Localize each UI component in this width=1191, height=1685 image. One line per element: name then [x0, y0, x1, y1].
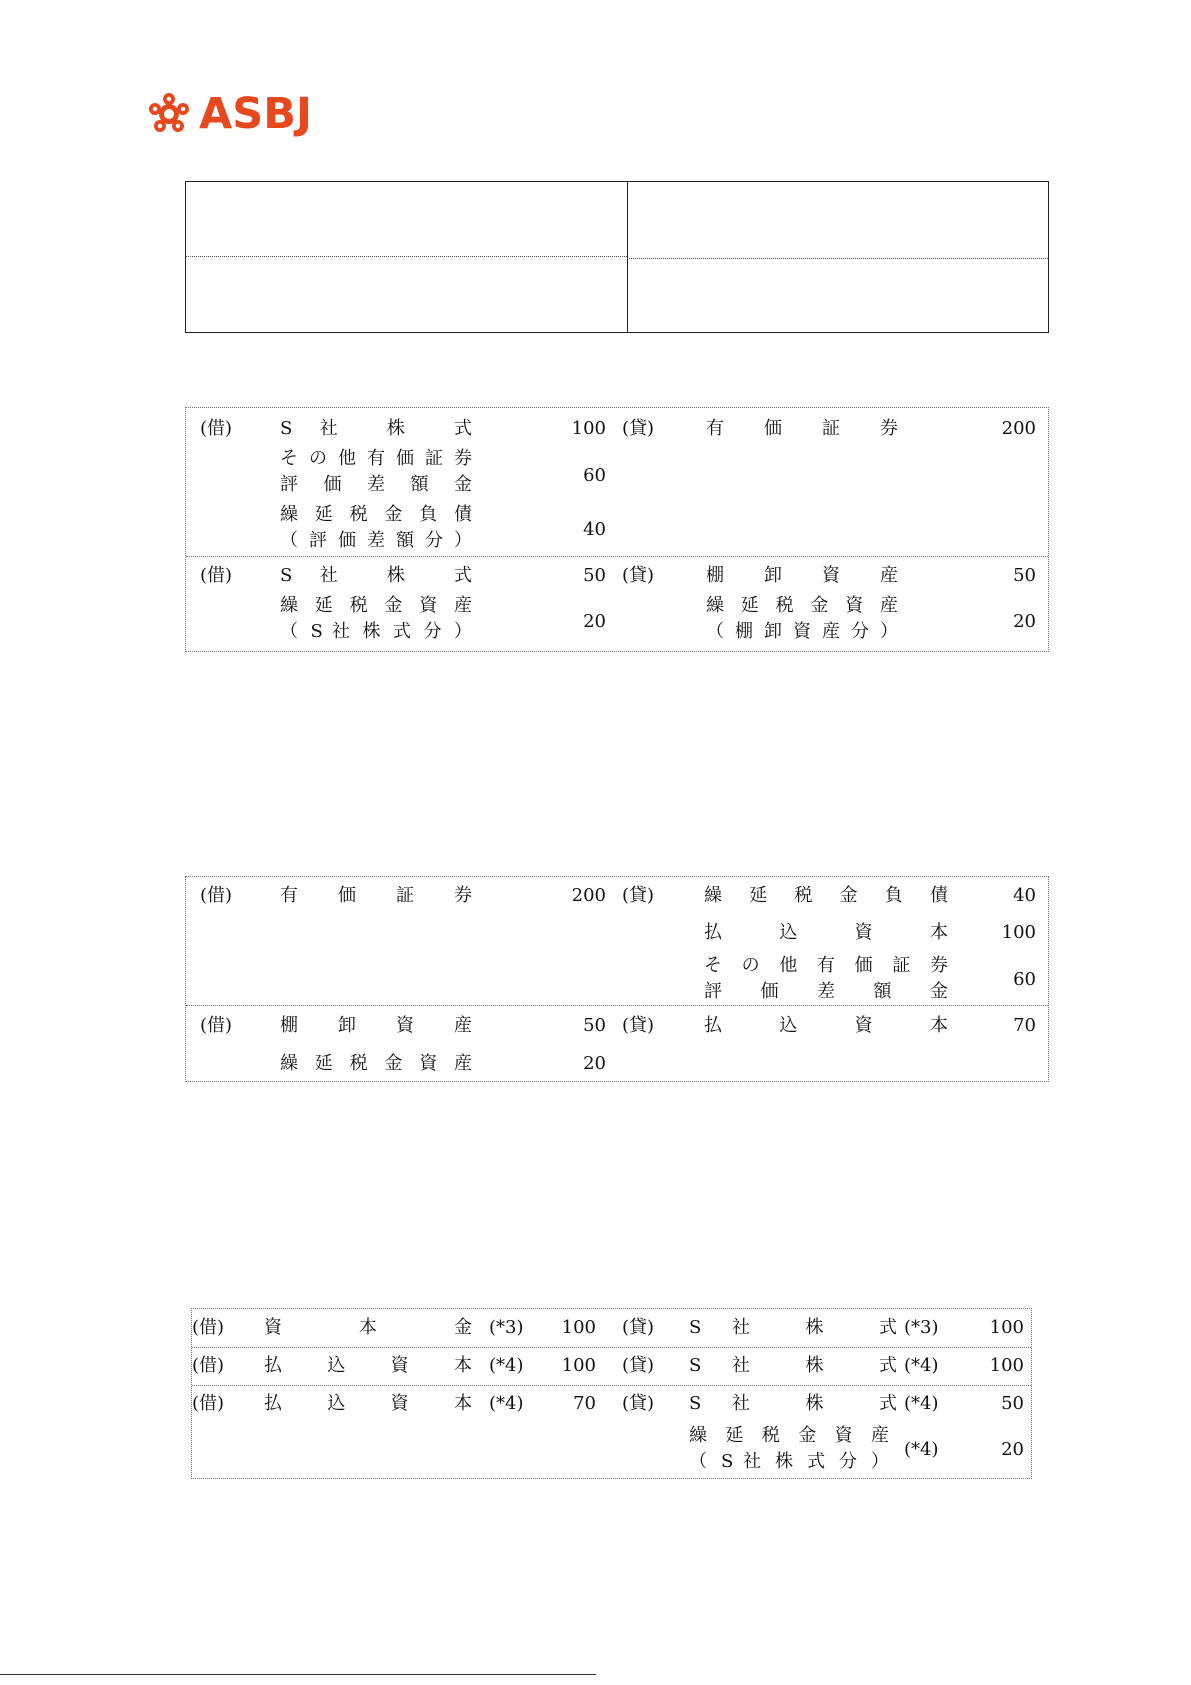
debit-account: 払 込 資 本	[264, 1393, 472, 1414]
credit-amount: 100	[989, 1355, 1024, 1376]
credit-account: 払 込 資 本	[704, 922, 948, 943]
entry-separator	[186, 556, 1048, 557]
credit-label: (貸)	[622, 1317, 655, 1338]
credit-account: 繰 延 税 金 資 産	[706, 595, 898, 616]
entry-separator	[186, 1005, 1048, 1006]
logo-text: ASBJ	[199, 89, 313, 139]
asbj-emblem-icon	[145, 90, 193, 138]
credit-label: (貸)	[622, 885, 655, 906]
debit-label: (借)	[200, 565, 233, 586]
debit-account: S 社 株 式	[280, 565, 472, 586]
debit-account: S 社 株 式	[280, 418, 472, 439]
debit-amount: 20	[583, 611, 606, 632]
debit-amount: 100	[561, 1355, 596, 1376]
footnote-ref: (*4)	[904, 1355, 939, 1376]
credit-amount: 40	[1013, 885, 1036, 906]
footnote-ref: (*3)	[489, 1317, 524, 1338]
credit-label: (貸)	[622, 1015, 655, 1036]
debit-amount: 50	[583, 1015, 606, 1036]
debit-account: （ S 社 株 式 分 ）	[280, 621, 472, 642]
credit-label: (貸)	[622, 418, 655, 439]
credit-amount: 100	[1001, 922, 1036, 943]
footnote-ref: (*4)	[904, 1393, 939, 1414]
credit-account: 繰 延 税 金 負 債	[704, 885, 948, 906]
credit-account: そ の 他 有 価 証 券	[704, 955, 948, 976]
credit-amount: 100	[989, 1317, 1024, 1338]
grid-divider	[186, 256, 627, 257]
debit-label: (借)	[200, 1015, 233, 1036]
debit-account: 繰 延 税 金 資 産	[280, 595, 472, 616]
debit-amount: 40	[583, 519, 606, 540]
credit-amount: 20	[1001, 1439, 1024, 1460]
debit-label: (借)	[192, 1393, 225, 1414]
credit-account: （ S 社 株 式 分 ）	[689, 1451, 889, 1472]
credit-amount: 20	[1013, 611, 1036, 632]
debit-account: 資 本 金	[264, 1317, 472, 1338]
credit-amount: 60	[1013, 969, 1036, 990]
credit-account: 評 価 差 額 金	[704, 981, 948, 1002]
credit-amount: 70	[1013, 1015, 1036, 1036]
debit-amount: 200	[571, 885, 606, 906]
footnote-ref: (*4)	[489, 1393, 524, 1414]
grid-divider	[627, 182, 628, 332]
credit-account: S 社 株 式	[689, 1317, 897, 1338]
entry-separator	[192, 1347, 1031, 1348]
grid-divider	[627, 258, 1048, 259]
footnote-rule	[0, 1674, 596, 1675]
debit-account: 払 込 資 本	[264, 1355, 472, 1376]
debit-amount: 60	[583, 465, 606, 486]
debit-account: 有 価 証 券	[280, 885, 472, 906]
credit-amount: 50	[1013, 565, 1036, 586]
credit-label: (貸)	[622, 1355, 655, 1376]
debit-account: 繰 延 税 金 負 債	[280, 504, 472, 525]
debit-account: その他有価証券	[280, 448, 472, 469]
debit-account: （ 評 価 差 額 分 ）	[280, 530, 472, 551]
debit-label: (借)	[200, 885, 233, 906]
credit-account: 棚 卸 資 産	[706, 565, 898, 586]
debit-account: 棚 卸 資 産	[280, 1015, 472, 1036]
journal-entry-table-1	[185, 407, 1049, 652]
debit-label: (借)	[192, 1317, 225, 1338]
debit-amount: 70	[573, 1393, 596, 1414]
credit-account: 払 込 資 本	[704, 1015, 948, 1036]
footnote-ref: (*4)	[904, 1439, 939, 1460]
debit-amount: 50	[583, 565, 606, 586]
entry-separator	[192, 1385, 1031, 1386]
credit-amount: 200	[1001, 418, 1036, 439]
credit-label: (貸)	[622, 565, 655, 586]
credit-account: 繰 延 税 金 資 産	[689, 1425, 889, 1446]
journal-entry-table-3	[191, 1308, 1032, 1479]
asbj-logo	[145, 87, 312, 141]
journal-entry-table-2	[185, 876, 1049, 1082]
debit-amount: 100	[571, 418, 606, 439]
footnote-ref: (*3)	[904, 1317, 939, 1338]
credit-label: (貸)	[622, 1393, 655, 1414]
credit-account: （ 棚 卸 資 産 分 ）	[706, 621, 898, 642]
credit-account: S 社 株 式	[689, 1393, 897, 1414]
debit-account: 繰 延 税 金 資 産	[280, 1053, 472, 1074]
debit-label: (借)	[192, 1355, 225, 1376]
credit-account: 有 価 証 券	[706, 418, 898, 439]
credit-amount: 50	[1001, 1393, 1024, 1414]
credit-account: S 社 株 式	[689, 1355, 897, 1376]
footnote-ref: (*4)	[489, 1355, 524, 1376]
debit-amount: 100	[561, 1317, 596, 1338]
empty-grid-box	[185, 181, 1049, 333]
debit-label: (借)	[200, 418, 233, 439]
debit-account: 評 価 差 額 金	[280, 474, 472, 495]
debit-amount: 20	[583, 1053, 606, 1074]
